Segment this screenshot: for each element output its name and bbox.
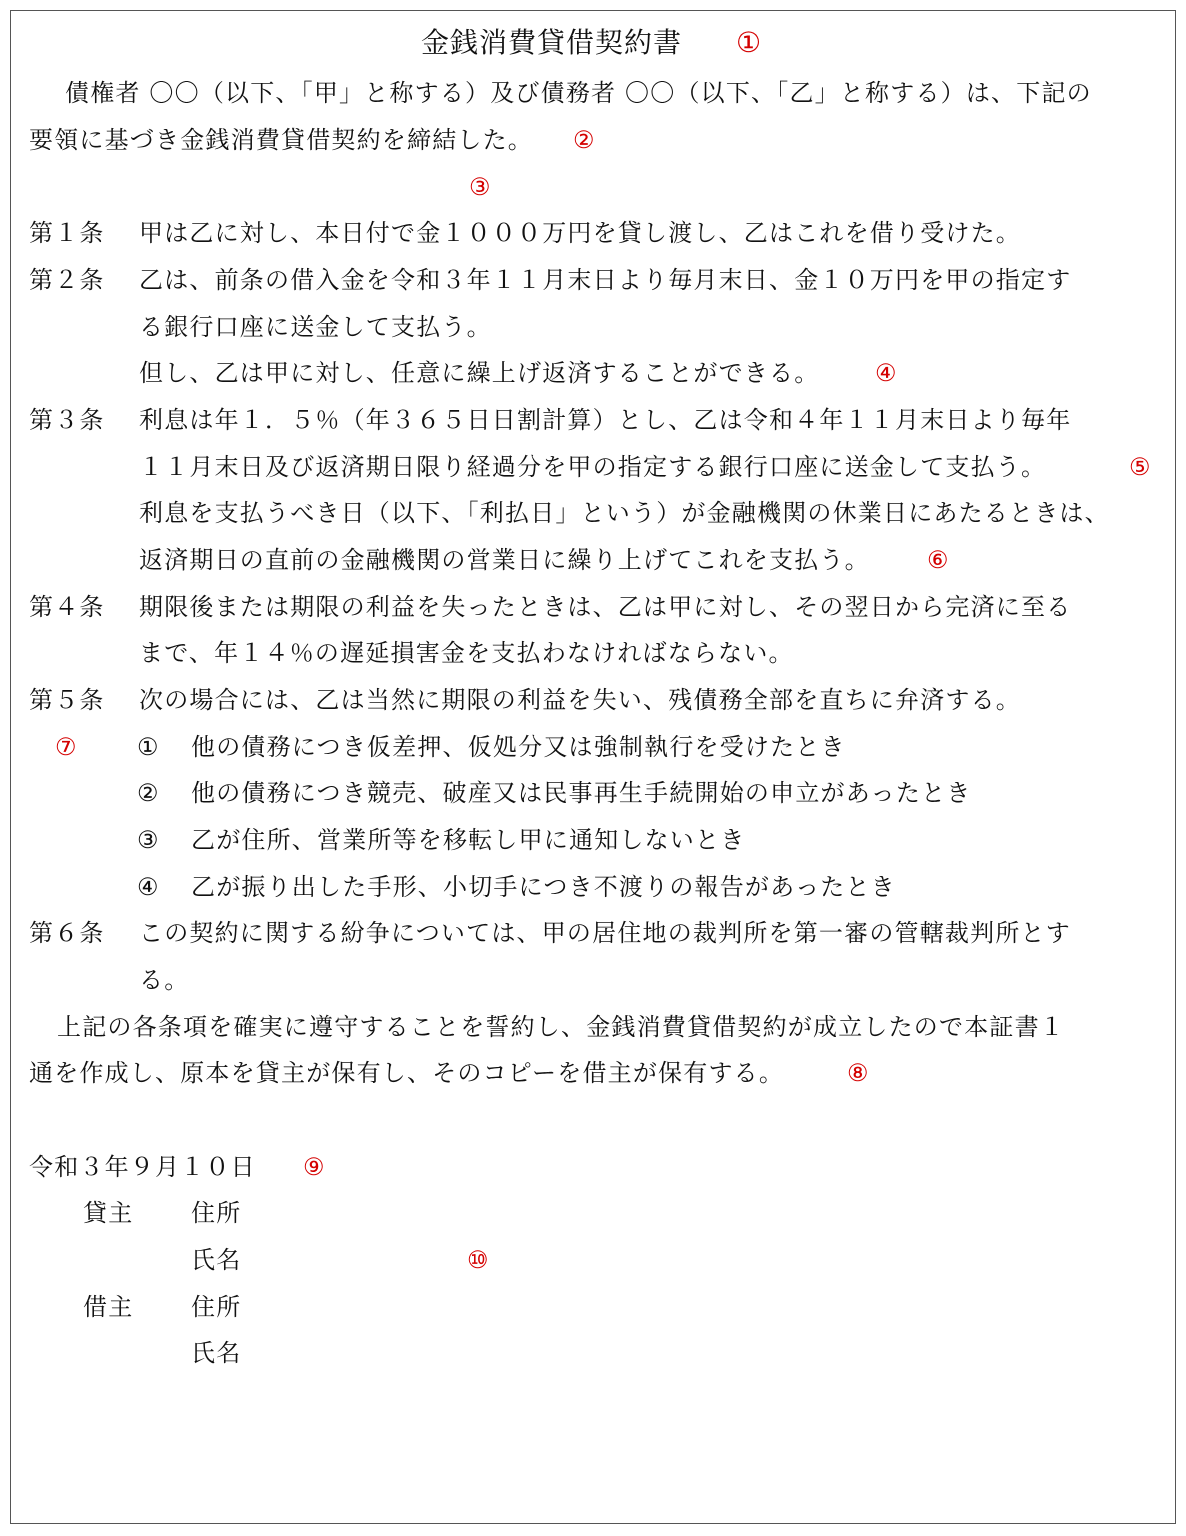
- article-3-label: 第３条: [29, 406, 105, 434]
- article-3-line-3: 利息を支払うべき日（以下、「利払日」という）が金融機関の休業日にあたるときは、: [139, 499, 1110, 527]
- article-5-line-1: 次の場合には、乙は当然に期限の利益を失い、残債務全部を直ちに弁済する。: [139, 686, 1021, 714]
- lender-address-label: 住所: [191, 1199, 242, 1227]
- closing-line-1: 上記の各条項を確実に遵守することを誓約し、金銭消費貸借契約が成立したので本証書１: [57, 1013, 1065, 1041]
- article-2-line-2: る銀行口座に送金して支払う。: [139, 313, 492, 341]
- annotation-mark-10: ⑩: [467, 1246, 490, 1274]
- annotation-mark-4: ④: [875, 359, 898, 387]
- article-5-item-4-number: ④: [137, 873, 160, 901]
- document-title: 金銭消費貸借契約書: [421, 26, 683, 59]
- contract-document: [10, 10, 1176, 1524]
- lender-name-label: 氏名: [191, 1246, 242, 1274]
- lender-label: 貸主: [83, 1199, 134, 1227]
- article-2-line-1: 乙は、前条の借入金を令和３年１１月末日より毎月末日、金１０万円を甲の指定す: [139, 266, 1072, 294]
- article-3-line-2: １１月末日及び返済期日限り経過分を甲の指定する銀行口座に送金して支払う。: [139, 453, 1047, 481]
- article-1-line-1: 甲は乙に対し、本日付で金１０００万円を貸し渡し、乙はこれを借り受けた。: [139, 219, 1021, 247]
- article-5-item-3-text: 乙が住所、営業所等を移転し甲に通知しないとき: [191, 826, 746, 854]
- annotation-mark-8: ⑧: [847, 1059, 870, 1087]
- article-3-line-4: 返済期日の直前の金融機関の営業日に繰り上げてこれを支払う。: [139, 546, 870, 574]
- article-1-label: 第１条: [29, 219, 105, 247]
- article-2-line-3: 但し、乙は甲に対し、任意に繰上げ返済することができる。: [139, 359, 820, 387]
- article-3-line-1: 利息は年１．５％（年３６５日日割計算）とし、乙は令和４年１１月末日より毎年: [139, 406, 1072, 434]
- article-6-line-2: る。: [139, 966, 190, 994]
- borrower-name-label: 氏名: [191, 1339, 242, 1367]
- article-5-item-4-text: 乙が振り出した手形、小切手につき不渡りの報告があったとき: [191, 873, 896, 901]
- annotation-mark-3: ③: [469, 173, 492, 201]
- article-4-line-1: 期限後または期限の利益を失ったときは、乙は甲に対し、その翌日から完済に至る: [139, 593, 1072, 621]
- annotation-mark-5: ⑤: [1129, 453, 1152, 481]
- contract-date: 令和３年９月１０日: [29, 1153, 256, 1181]
- article-5-item-1-text: 他の債務につき仮差押、仮処分又は強制執行を受けたとき: [191, 733, 846, 761]
- article-5-label: 第５条: [29, 686, 105, 714]
- annotation-mark-6: ⑥: [927, 546, 950, 574]
- annotation-mark-1: ①: [736, 26, 763, 59]
- article-5-item-2-number: ②: [137, 779, 160, 807]
- borrower-address-label: 住所: [191, 1293, 242, 1321]
- article-5-item-3-number: ③: [137, 826, 160, 854]
- article-2-label: 第２条: [29, 266, 105, 294]
- article-6-line-1: この契約に関する紛争については、甲の居住地の裁判所を第一審の管轄裁判所とす: [139, 919, 1071, 947]
- annotation-mark-7: ⑦: [55, 733, 78, 761]
- article-6-label: 第６条: [29, 919, 105, 947]
- closing-line-2: 通を作成し、原本を貸主が保有し、そのコピーを借主が保有する。: [29, 1059, 785, 1087]
- article-5-item-2-text: 他の債務につき競売、破産又は民事再生手続開始の申立があったとき: [191, 779, 972, 807]
- article-5-item-1-number: ①: [137, 733, 160, 761]
- intro-line-2: 要領に基づき金銭消費貸借契約を締結した。: [29, 126, 533, 154]
- intro-line-1: 債権者 〇〇（以下、「甲」と称する）及び債務者 〇〇（以下、「乙」と称する）は、下記の: [65, 79, 1092, 107]
- article-4-line-2: まで、年１４％の遅延損害金を支払わなければならない。: [139, 639, 794, 667]
- article-4-label: 第４条: [29, 593, 105, 621]
- annotation-mark-2: ②: [573, 126, 596, 154]
- borrower-label: 借主: [83, 1293, 134, 1321]
- annotation-mark-9: ⑨: [303, 1153, 326, 1181]
